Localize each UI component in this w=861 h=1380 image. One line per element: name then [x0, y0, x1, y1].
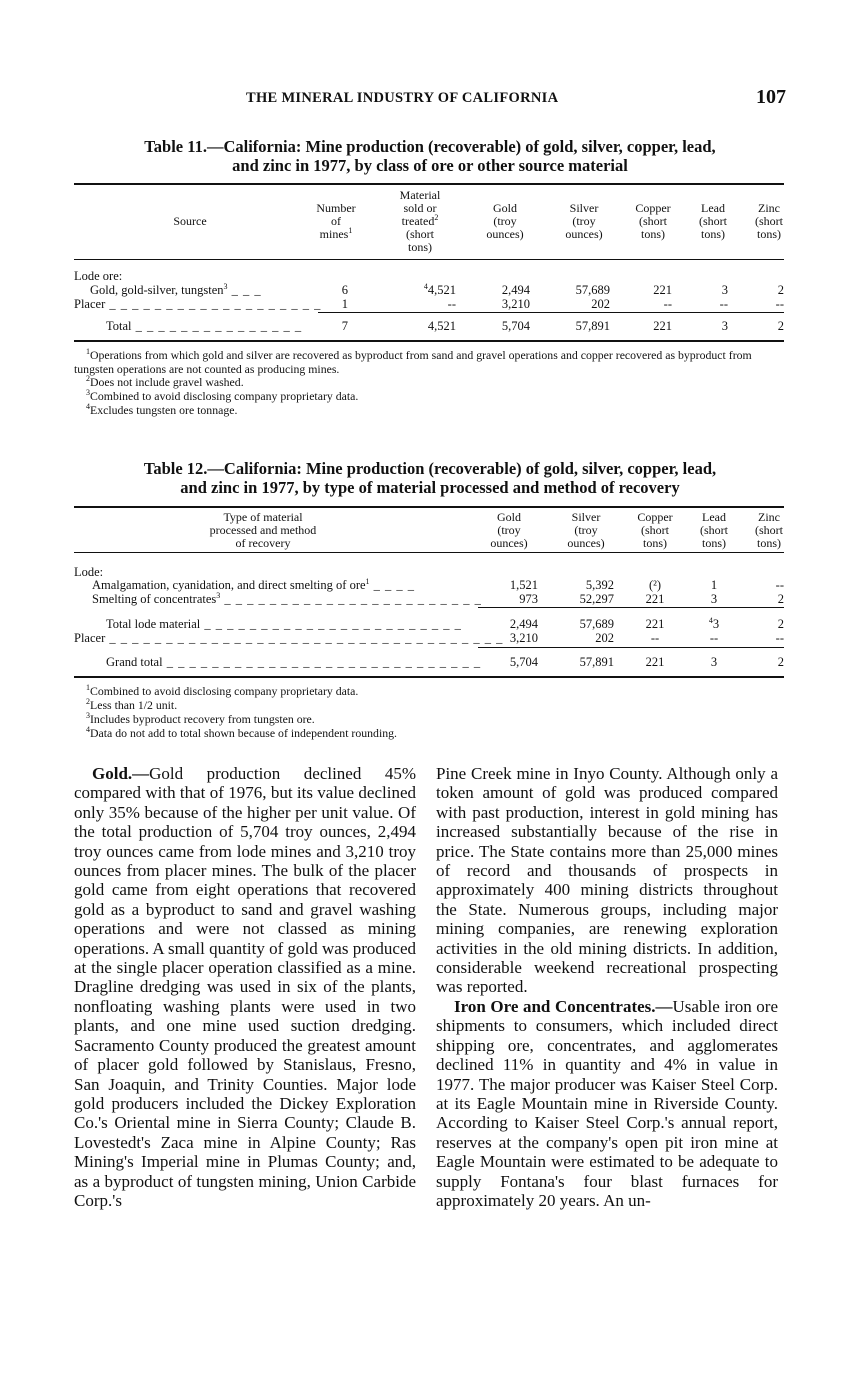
table12-subtotal-rule-1 [478, 607, 784, 608]
t11-row1-label: Gold, gold-silver, tungsten$^3$ _ _ _ [90, 282, 262, 297]
table12-title [74, 459, 786, 497]
table11-title-line1: Table 11.—California: Mine production (recoverable) of gold, silver, copper, lead, [144, 137, 716, 156]
t12-grand-total-copper: 221 [645, 655, 665, 669]
t12-grand-total-silver: 57,891 [579, 655, 614, 669]
table11-bottom-rule [74, 340, 784, 342]
t11-row2-mines: 1 [341, 297, 348, 311]
t11-total-label: Total _ _ _ _ _ _ _ _ _ _ _ _ _ _ _ [106, 319, 303, 333]
iron-heading: Iron Ore and Concentrates.— [454, 996, 673, 1016]
t12-placer-copper: -- [650, 631, 660, 645]
iron-paragraph: Iron Ore and Concentrates.—Usable iron ore shipments to consumers, which included direct shipping ore, concentrates, and agglomerates declined 11% in quantity and 4% in value in 1977. The major producer was Kaiser Steel Corp. at its Eagle Mountain mine in Riverside County. According to Kaiser Steel Corp.'s annual report, reserves at the company's open pit iron mine at Eagle Mountain were estimated to be adequate to supply Fontana's four blast furnaces for approximately 20 years. An un- [436, 996, 778, 1210]
t12-total-lode-label: Total lode material _ _ _ _ _ _ _ _ _ _ _ _ _ _ _ _ _ _ _ _ _ _ _ [106, 617, 462, 631]
t11-row1-copper: 221 [653, 283, 672, 297]
t12-lode-label: Lode: [74, 565, 104, 579]
t12-footnote-2: $^2$Less than 1/2 unit. [86, 697, 178, 712]
table12-header-rule [74, 552, 784, 553]
running-title: THE MINERAL INDUSTRY OF CALIFORNIA [246, 90, 559, 106]
t11-total-copper: 221 [653, 319, 672, 333]
table12-top-rule [74, 506, 784, 508]
gold-heading: Gold.— [92, 764, 150, 783]
t12-head-zinc: Zinc (short tons) [755, 510, 783, 550]
t11-total-mines: 7 [341, 319, 348, 333]
t12-placer-zinc: -- [775, 631, 784, 645]
t12-row2-label: Smelting of concentrates$^3$ _ _ _ _ _ _ _ _ _ _ _ _ _ _ _ _ _ _ _ _ _ _ _ [92, 591, 482, 606]
t12-footnote-1: $^1$Combined to avoid disclosing company proprietary data. [86, 683, 359, 698]
t12-row2-gold: 973 [519, 592, 538, 606]
t12-placer-lead: -- [709, 631, 719, 645]
table11-subtotal-rule [318, 312, 784, 313]
t12-placer-silver: 202 [595, 631, 614, 645]
t12-total-lode-gold: 2,494 [509, 617, 538, 631]
table12-title-line1: Table 12.—California: Mine production (recoverable) of gold, silver, copper, lead, [143, 459, 717, 478]
running-head [74, 88, 786, 112]
body-column-right [436, 764, 778, 1210]
t11-total-lead: 3 [721, 319, 728, 333]
t12-grand-total-gold: 5,704 [509, 655, 538, 669]
table12-title-line2: and zinc in 1977, by type of material processed and method of recovery [180, 478, 680, 497]
t11-footnote-4: $^4$Excludes tungsten ore tonnage. [86, 402, 238, 417]
t12-head-silver: Silver (troy ounces) [567, 510, 605, 550]
t11-row1-gold: 2,494 [501, 283, 530, 297]
t12-grand-total-label: Grand total _ _ _ _ _ _ _ _ _ _ _ _ _ _ _ _ _ _ _ _ _ _ _ _ _ _ _ _ [106, 655, 482, 669]
t11-row2-zinc: -- [775, 297, 784, 311]
t12-head-lead: Lead (short tons) [700, 510, 728, 550]
t11-total-zinc: 2 [777, 319, 784, 333]
table11-header-rule [74, 259, 784, 260]
t12-row1-gold: 1,521 [509, 578, 538, 592]
t11-row2-copper: -- [663, 297, 672, 311]
t12-row1-label: Amalgamation, cyanidation, and direct smelting of ore$^1$ _ _ _ _ [92, 577, 416, 592]
t12-head-copper: Copper (short tons) [637, 510, 673, 550]
t11-head-lead: Lead (short tons) [699, 201, 727, 241]
t11-head-material: Material sold or treated$^2$ (short tons) [399, 188, 441, 254]
t12-grand-total-lead: 3 [710, 655, 718, 669]
t11-head-silver: Silver (troy ounces) [565, 201, 603, 241]
t11-head-copper: Copper (short tons) [635, 201, 671, 241]
t11-footnote-3: $^3$Combined to avoid disclosing company proprietary data. [86, 388, 359, 403]
t12-head-type: Type of material processed and method of recovery [209, 510, 317, 550]
t11-total-silver: 57,891 [575, 319, 610, 333]
table12-subtotal-rule-2 [478, 647, 784, 648]
t12-row1-zinc: -- [775, 578, 784, 592]
t12-total-lode-copper: 221 [645, 617, 665, 631]
table11-top-rule [74, 183, 784, 185]
t11-row1-lead: 3 [721, 283, 728, 297]
t12-placer-gold: 3,210 [509, 631, 538, 645]
t11-footnote-2: $^2$Does not include gravel washed. [86, 374, 244, 389]
gold-paragraph: Gold.—Gold production declined 45% compared with that of 1976, but its value declined only 35% because of the higher per unit value. Of the total production of 5,704 troy ounces, 2,494 troy ounces came from lode mines and 3,210 troy ounces from placer mines. The bulk of the placer gold came from eight operations that recovered gold as a byproduct to sand and gravel washing operations and were not classed as mining operations. A small quantity of gold was produced at the single placer operation classified as a mine. Dragline dredging was used in six of the plants, nonfloating washing plants were used in two plants, and one mine used suction dredging. Sacramento County produced the greatest amount of placer gold followed by Stanislaus, Fresno, San Joaquin, and Trinity Counties. Major lode gold producers included the Dickey Exploration Co.'s Oriental mine in Sierra County; Claude B. Lovestedt's Zaca mine in Alpine County; Ras Mining's Imperial mine in Plumas County; and, as a byproduct of tungsten mining, Union Carbide Corp.'s [74, 764, 416, 1210]
t12-footnote-3: $^3$Includes byproduct recovery from tungsten ore. [86, 711, 315, 726]
t12-footnote-4: $^4$Data do not add to total shown because of independent rounding. [86, 725, 397, 740]
t12-row1-silver: 5,392 [585, 578, 614, 592]
t11-row1-mines: 6 [341, 283, 348, 297]
t11-row2-material: -- [447, 297, 456, 311]
t11-total-material: 4,521 [427, 319, 456, 333]
t12-row2-copper: 221 [645, 592, 665, 606]
t12-total-lode-silver: 57,689 [579, 617, 614, 631]
t11-footnote-1: $^1$Operations from which gold and silver are recovered as byproduct from sand and gravel operations and copper recovered as byproduct from tungsten operations are not counted as producing mines. [74, 347, 752, 376]
t12-row2-lead: 3 [710, 592, 718, 606]
t12-head-gold: Gold (troy ounces) [490, 510, 528, 550]
gold-continuation: Pine Creek mine in Inyo County. Although only a token amount of gold was produced compared with past production, interest in gold mining has increased substantially because of the rise in price. The State contains more than 25,000 mines of record and thousands of prospects in approximately 400 mining districts throughout the State. Numerous groups, including major mining companies, are renewing exploration activities in the old mining districts. In addition, considerable weekend recreational prospecting was reported. [436, 764, 778, 997]
t11-row1-material: $^4$4,521 [423, 282, 456, 297]
t11-row2-silver: 202 [591, 297, 610, 311]
page-number: 107 [756, 86, 786, 108]
t12-grand-total-zinc: 2 [777, 655, 784, 669]
t11-head-zinc: Zinc (short tons) [755, 201, 783, 241]
t12-placer-label: Placer _ _ _ _ _ _ _ _ _ _ _ _ _ _ _ _ _ _ _ _ _ _ _ _ _ _ _ _ _ _ _ _ _ _ _ [74, 631, 504, 645]
t12-row1-copper: (²) [648, 578, 662, 592]
table11-title [74, 137, 786, 175]
t11-row1-zinc: 2 [777, 283, 784, 297]
t11-row1-silver: 57,689 [575, 283, 610, 297]
t12-total-lode-zinc: 2 [777, 617, 784, 631]
t11-lode-label: Lode ore: [74, 269, 123, 283]
t12-row2-zinc: 2 [777, 592, 784, 606]
t11-total-gold: 5,704 [501, 319, 530, 333]
t12-total-lode-lead: $^4$3 [708, 616, 720, 631]
t12-row1-lead: 1 [710, 578, 718, 592]
t11-head-source: Source [173, 214, 207, 228]
table12-bottom-rule [74, 676, 784, 678]
t11-row2-gold: 3,210 [501, 297, 530, 311]
table11-title-line2: and zinc in 1977, by class of ore or other source material [232, 156, 628, 175]
t11-row2-lead: -- [719, 297, 728, 311]
t11-row2-label: Placer _ _ _ _ _ _ _ _ _ _ _ _ _ _ _ _ _ _ _ [74, 297, 322, 311]
body-column-left [74, 764, 416, 1210]
t11-head-mines: Number of mines$^1$ [316, 201, 356, 241]
t11-head-gold: Gold (troy ounces) [486, 201, 524, 241]
t12-row2-silver: 52,297 [579, 592, 614, 606]
